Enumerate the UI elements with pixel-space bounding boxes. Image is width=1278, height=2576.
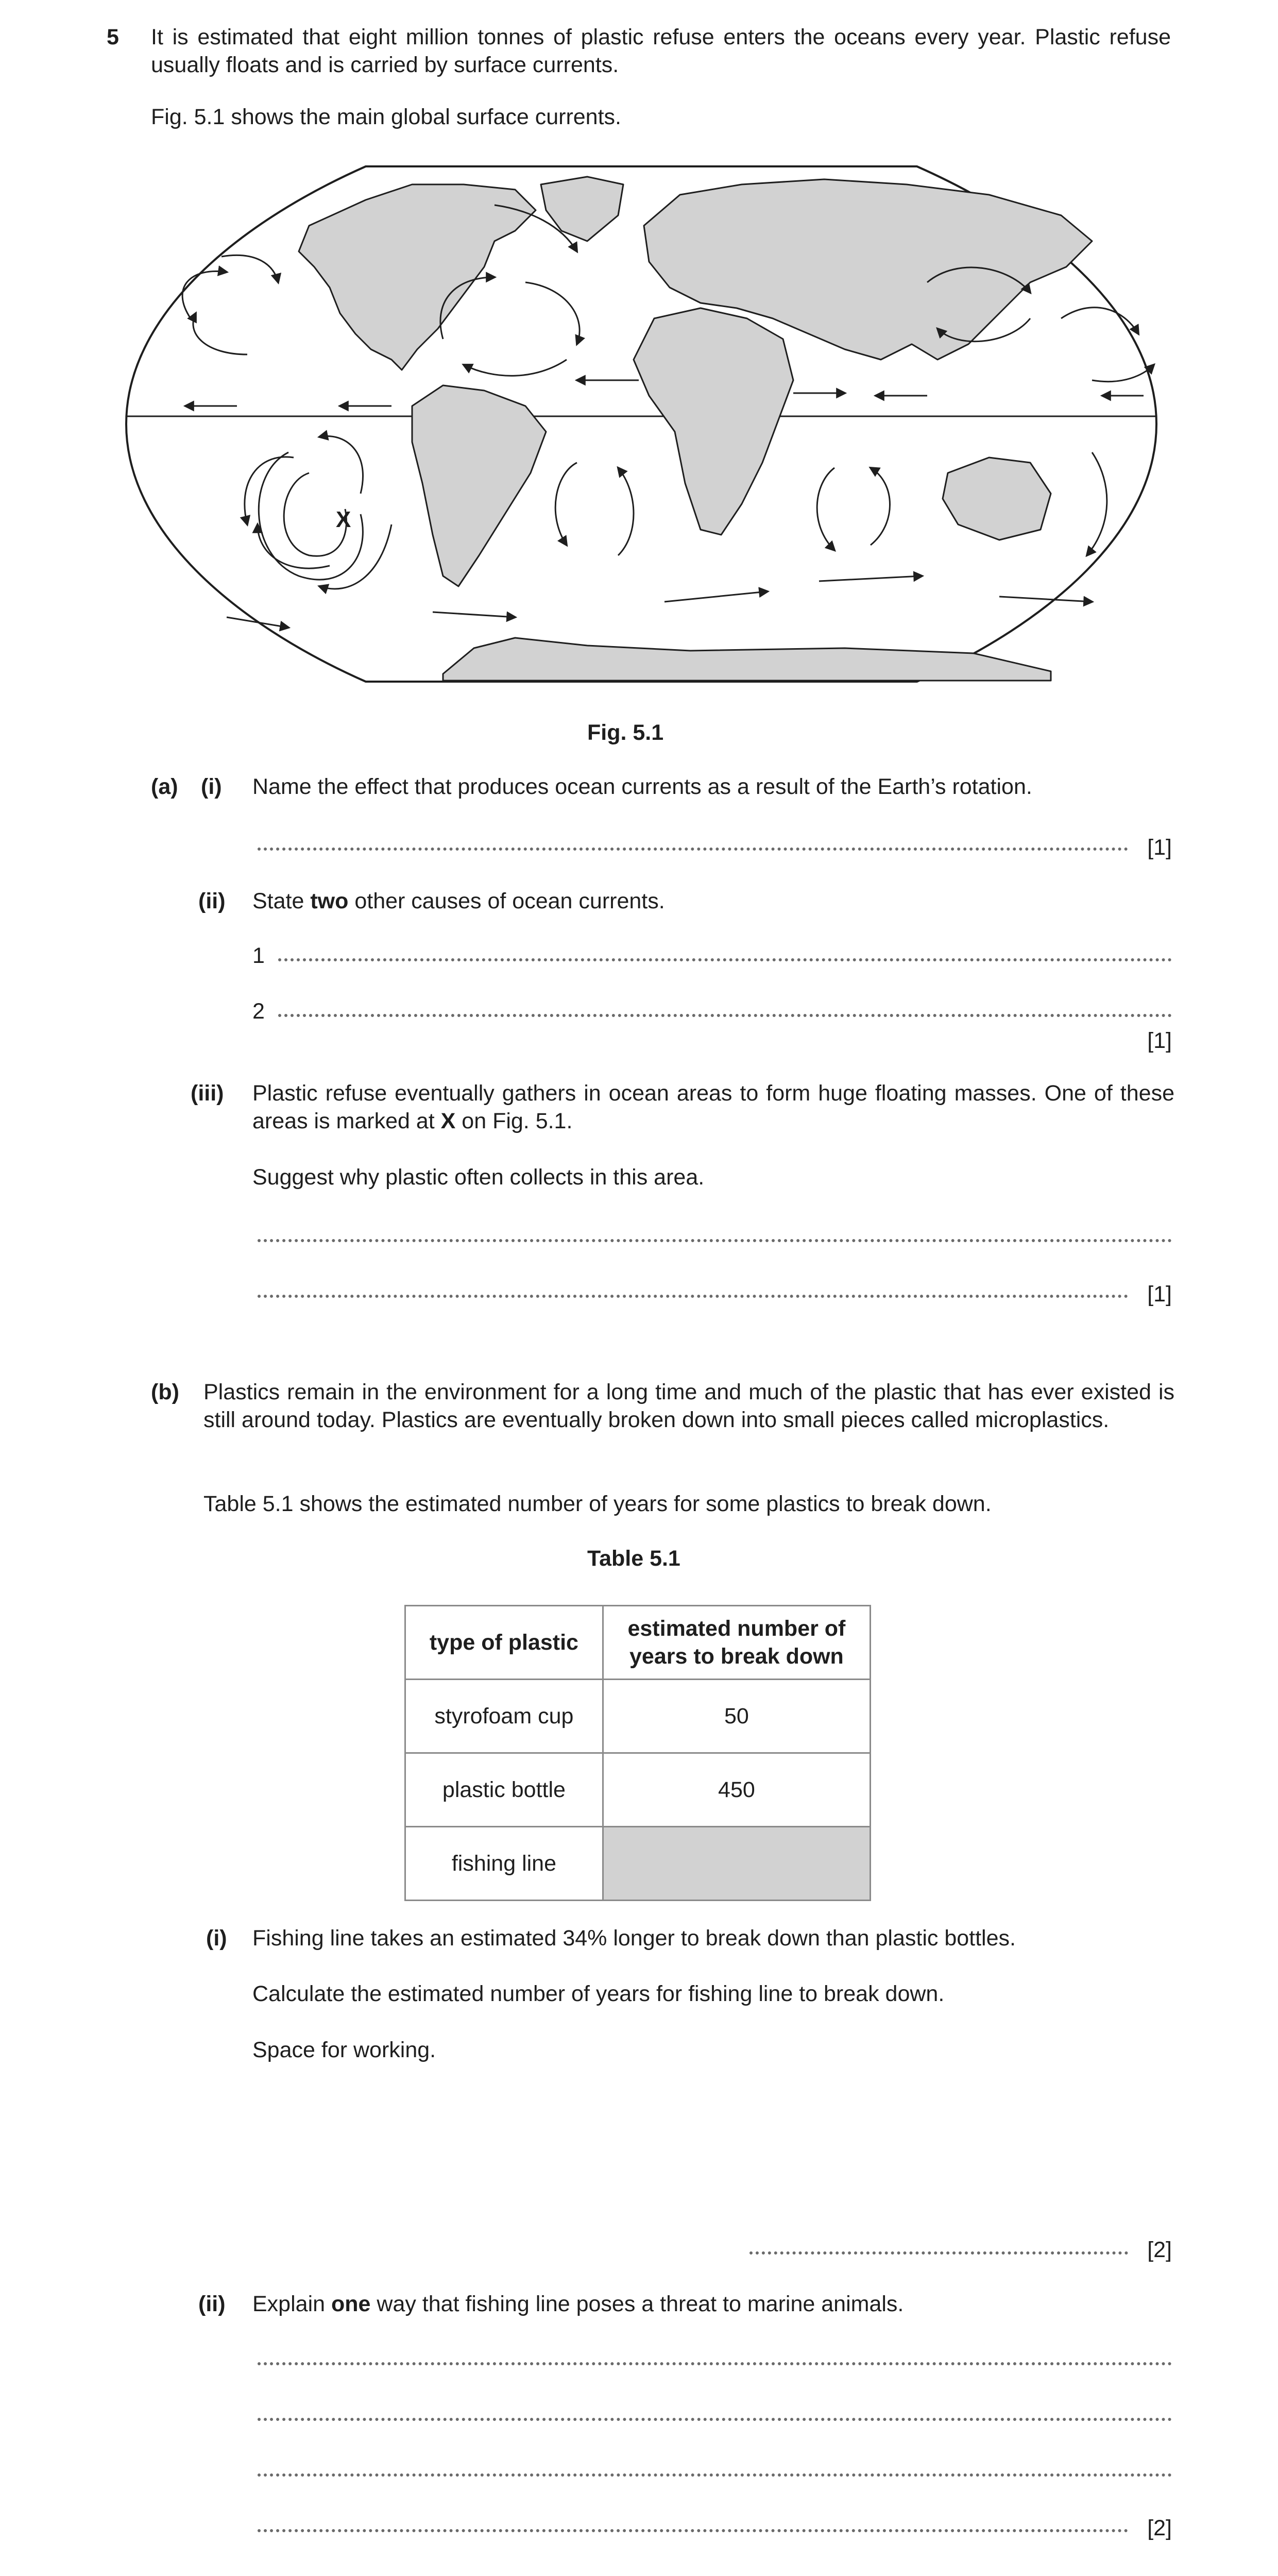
answer-line[interactable] — [278, 1014, 1172, 1017]
shaded-cell — [603, 1827, 870, 1901]
answer-line[interactable] — [258, 1295, 1128, 1298]
table-header-cell: type of plastic — [405, 1606, 603, 1680]
ocean-currents-map — [124, 164, 1159, 684]
part-b-label: (b) — [151, 1380, 179, 1404]
answer-number-1: 1 — [252, 943, 265, 968]
part-a-ii-question: State two other causes of ocean currents. — [252, 889, 665, 913]
table-cell: 450 — [603, 1753, 870, 1827]
question-number: 5 — [107, 25, 119, 49]
part-b-i-line1: Fishing line takes an estimated 34% longer to break down than plastic bottles. — [252, 1926, 1016, 1951]
part-b-table-intro: Table 5.1 shows the estimated number of years for some plastics to break down. — [203, 1492, 992, 1516]
world-map-figure — [124, 164, 1159, 684]
marks-allocation: [1] — [1147, 1282, 1172, 1307]
table-row — [405, 1680, 871, 1753]
answer-line[interactable] — [258, 1239, 1172, 1242]
answer-line[interactable] — [258, 848, 1128, 851]
part-a-iii-question: Suggest why plastic often collects in this area. — [252, 1165, 705, 1190]
part-a-iii-context: Plastic refuse eventually gathers in ocean areas to form huge floating masses. One of these areas is marked at X on Fig. 5.1. — [252, 1081, 1174, 1133]
answer-number-2: 2 — [252, 999, 265, 1024]
marks-allocation: [2] — [1147, 2238, 1172, 2262]
table-row — [405, 1827, 871, 1901]
part-a-ii-label: (ii) — [198, 889, 226, 913]
figure-intro: Fig. 5.1 shows the main global surface currents. — [151, 105, 621, 129]
part-a-i-label: (i) — [201, 774, 222, 799]
table-cell: styrofoam cup — [405, 1680, 603, 1753]
answer-line[interactable] — [258, 2362, 1172, 2365]
part-b-ii-question: Explain one way that fishing line poses a threat to marine animals. — [252, 2292, 904, 2316]
x-marker: X — [336, 507, 351, 532]
marks-allocation: [1] — [1147, 835, 1172, 860]
table-cell: 50 — [603, 1680, 870, 1753]
part-b-i-label: (i) — [206, 1926, 227, 1951]
part-a-label: (a) — [151, 774, 178, 799]
figure-caption: Fig. 5.1 — [587, 720, 664, 745]
part-b-ii-label: (ii) — [198, 2292, 226, 2316]
intro-paragraph: It is estimated that eight million tonnes of plastic refuse enters the oceans every year. Plastic refuse usually floats and is carried by surface currents. — [151, 25, 1171, 77]
answer-line[interactable] — [258, 2473, 1172, 2477]
table-header-cell: estimated number of years to break down — [603, 1606, 870, 1680]
answer-line[interactable] — [278, 958, 1172, 961]
marks-allocation: [2] — [1147, 2516, 1172, 2540]
marks-allocation: [1] — [1147, 1028, 1172, 1053]
answer-line[interactable] — [258, 2418, 1172, 2421]
table-cell: plastic bottle — [405, 1753, 603, 1827]
table-header-row — [405, 1606, 871, 1680]
table-row — [405, 1753, 871, 1827]
breakdown-table — [404, 1605, 871, 1901]
part-b-i-working: Space for working. — [252, 2038, 436, 2062]
part-b-i-line2: Calculate the estimated number of years for fishing line to break down. — [252, 1981, 945, 2006]
answer-line[interactable] — [749, 2251, 1128, 2255]
table-caption: Table 5.1 — [587, 1546, 680, 1571]
part-a-i-question: Name the effect that produces ocean currents as a result of the Earth’s rotation. — [252, 774, 1032, 799]
part-a-iii-label: (iii) — [191, 1081, 224, 1106]
part-b-intro: Plastics remain in the environment for a long time and much of the plastic that has ever existed is still around today. Plastics are eventually broken down into small pieces called microplastics. — [203, 1380, 1174, 1432]
answer-line[interactable] — [258, 2529, 1128, 2532]
table-cell: fishing line — [405, 1827, 603, 1901]
